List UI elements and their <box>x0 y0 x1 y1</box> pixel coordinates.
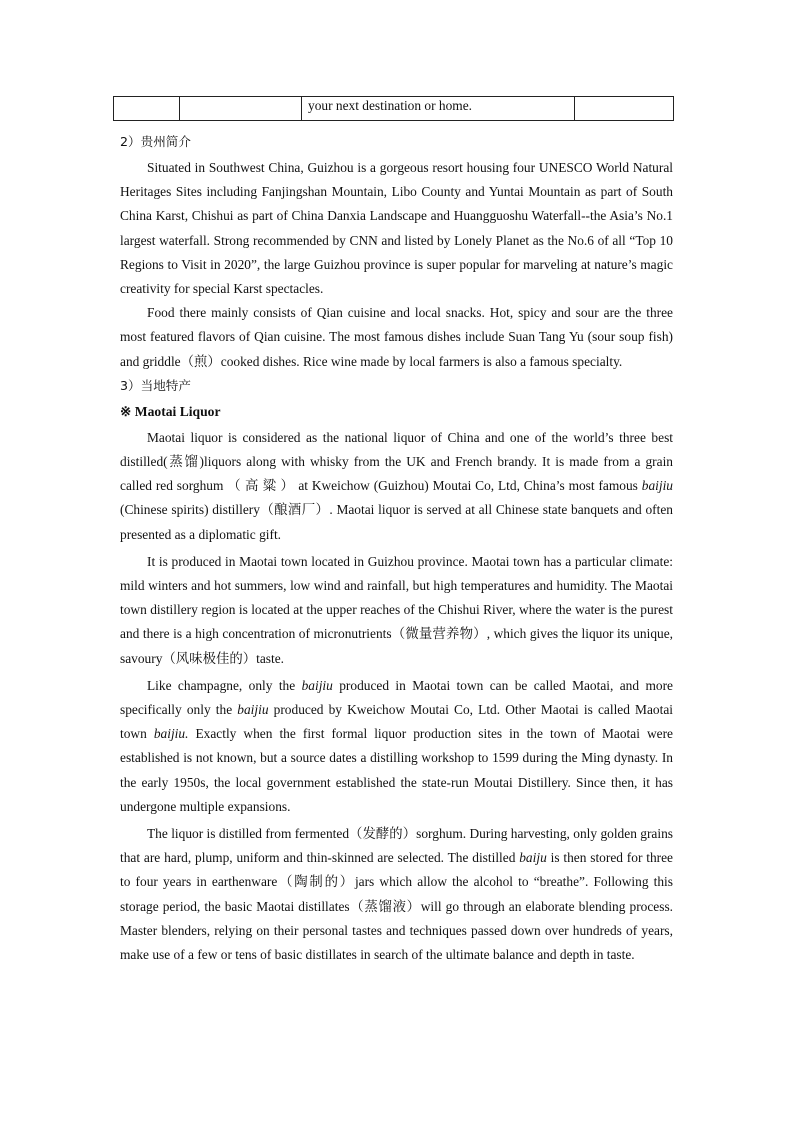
text-run: Maotai liquor is considered as the national liquor of China and one of the world’s three best distilled(蒸馏)liquors along with whisky from the UK and French brandy. It is made from a grain called red sorghum （ 高 粱 ） at Kweichow (Guizhou) Moutai Co, Ltd, China’s most famous <box>120 429 673 494</box>
text-run: (Chinese spirits) distillery（酿酒厂）. Maotai liquor is served at all Chinese state banquets and often presented as a diplomatic gift. <box>120 502 673 542</box>
table-fragment <box>113 96 674 121</box>
section-heading-guizhou-intro: 2）贵州简介 <box>120 134 191 149</box>
italic-term: baijiu <box>301 677 333 693</box>
paragraph-maotai-intro <box>120 426 673 547</box>
paragraph-guizhou-food: Food there mainly consists of Qian cuisine and local snacks. Hot, spicy and sour are the three most featured flavors of Qian cuisine. The most famous dishes include Suan Tang Yu (sour soup fish) and griddle（煎）cooked dishes. Rice wine made by local farmers is also a famous specialty. <box>120 305 673 369</box>
italic-term: baijiu <box>641 478 673 494</box>
section-heading-local-specialty: 3）当地特产 <box>120 377 191 393</box>
table-cell <box>180 97 302 121</box>
paragraph-maotai-history <box>120 674 673 819</box>
table-cell <box>575 97 674 121</box>
text-run: produced in Maotai town can be called Maotai, and more specifically only the <box>120 677 673 718</box>
text-run: The liquor is distilled from fermented（发酵的）sorghum. During harvesting, only golden grains that are hard, plump, uniform and thin-skinned are selected. The distilled <box>120 826 673 866</box>
paragraph-maotai-production <box>120 822 673 967</box>
text-run: Exactly when the first formal liquor production sites in the town of Maotai were established is not known, but a source dates a distilling workshop to 1599 during the Ming dynasty. In the early 1950s, the local government established the state-run Moutai Distillery. Since then, it has undergone multiple expansions. <box>120 726 673 814</box>
text-run: is then stored for three to four years in earthenware（陶制的）jars which allow the alcohol to “breathe”. Following this storage period, the basic Maotai distillates（蒸馏液）will go through an elaborate blending process. Master blenders, relying on their personal tastes and techniques passed down over hundreds of years, make use of a few or tens of basic distillates in search of the ultimate balance and depth in taste. <box>120 850 674 963</box>
table-cell: your next destination or home. <box>302 97 575 121</box>
table-row <box>114 97 674 121</box>
italic-term: baijiu <box>237 702 269 718</box>
italic-term: baiju <box>519 850 547 866</box>
text-run: Like champagne, only the <box>147 677 302 693</box>
subsection-heading-maotai: ※ Maotai Liquor <box>120 403 221 419</box>
document-body <box>120 130 673 967</box>
italic-term: baijiu. <box>153 726 189 742</box>
paragraph-guizhou-overview: Situated in Southwest China, Guizhou is a gorgeous resort housing four UNESCO World Natural Heritages Sites including Fanjingshan Mountain, Libo County and Yuntai Mountain as part of South China Karst, Chishui as part of China Danxia Landscape and Huangguoshu Waterfall--the Asia’s No.1 largest waterfall. Strong recommended by CNN and listed by Lonely Planet as the No.6 of all “Top 10 Regions to Visit in 2020”, the large Guizhou province is super popular for marveling at nature’s magic creativity for special Karst spectacles. <box>120 160 673 297</box>
table-cell <box>114 97 180 121</box>
paragraph-maotai-location: It is produced in Maotai town located in Guizhou province. Maotai town has a particular climate: mild winters and hot summers, low wind and rainfall, but high temperatures and humidity. The Maotai town distillery region is located at the upper reaches of the Chishui River, where the water is the purest and there is a high concentration of micronutrients（微量营养物）, which gives the liquor its unique, savoury（风味极佳的）taste. <box>120 553 673 666</box>
text-run: produced by Kweichow Moutai Co, Ltd. Other Maotai is called Maotai town <box>120 702 673 742</box>
